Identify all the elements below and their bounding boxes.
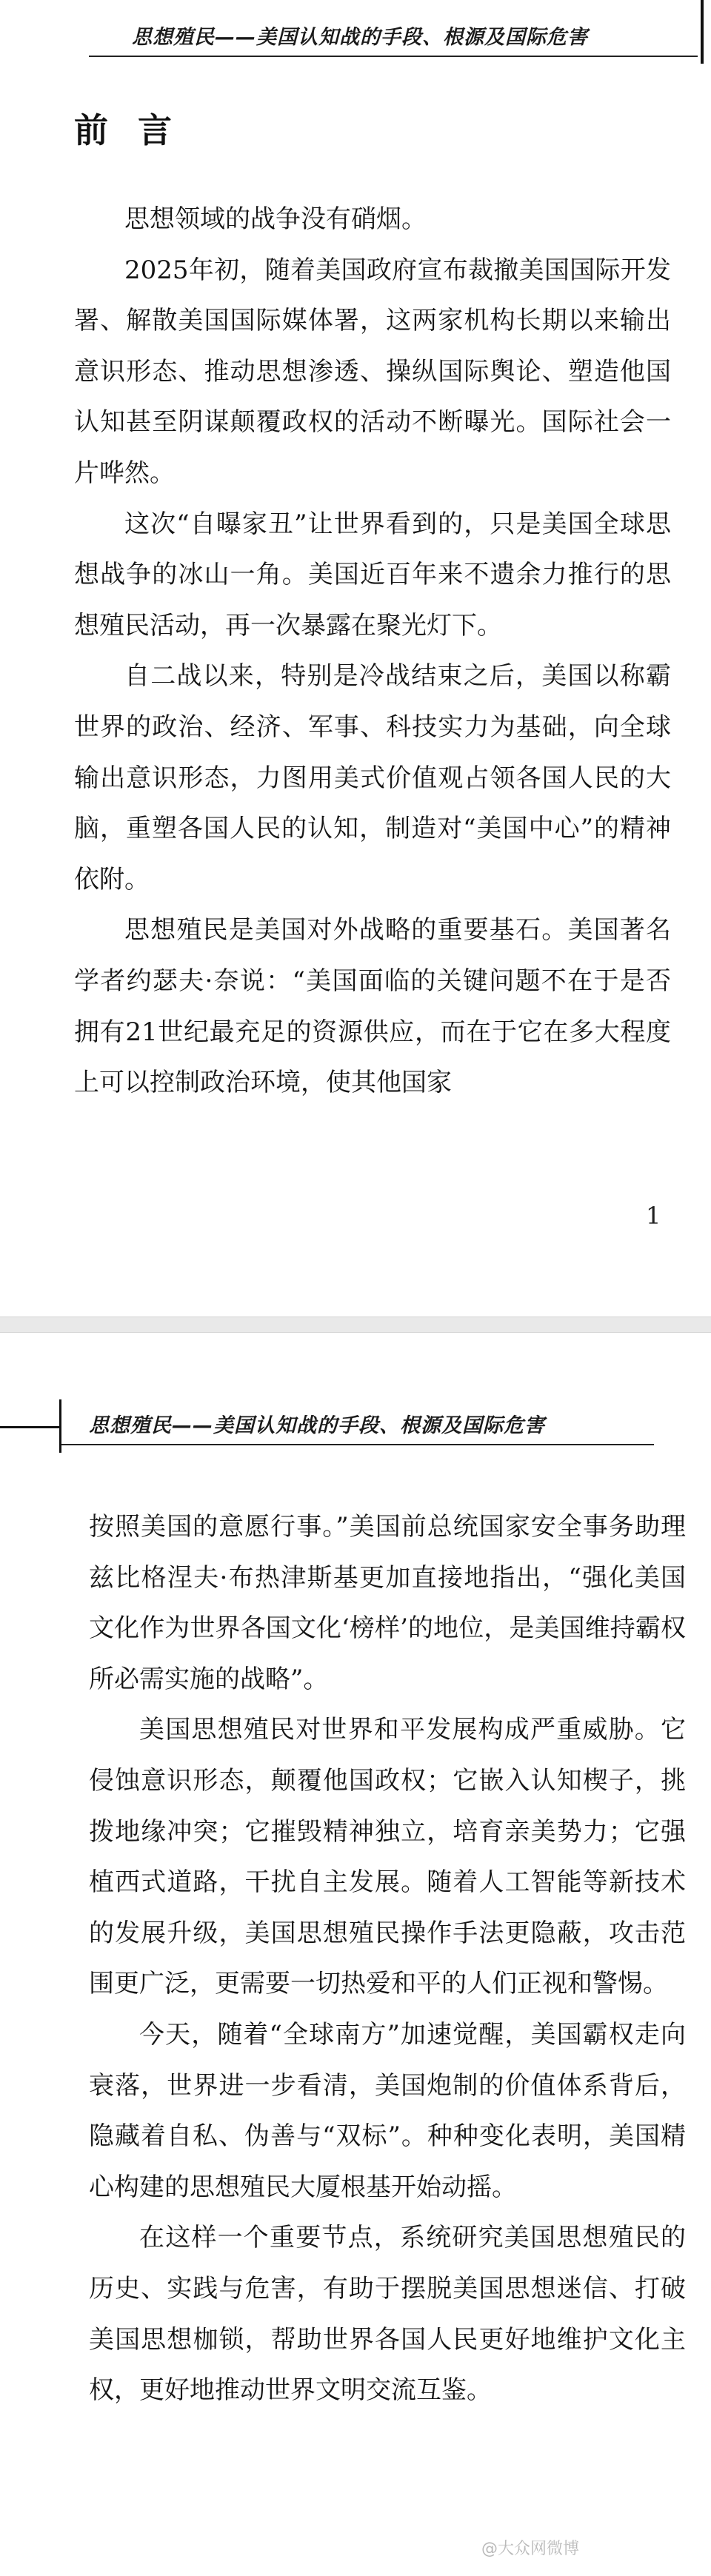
paragraph: 思想殖民是美国对外战略的重要基石。美国著名学者约瑟夫·奈说：“美国面临的关键问题不在于是否拥有21世纪最充足的资源供应，而在于它在多大程度上可以控制政治环境，使其他国家 [74, 915, 671, 1098]
page-number: 1 [646, 1202, 661, 1230]
paragraph: 美国思想殖民对世界和平发展构成严重威胁。它侵蚀意识形态，颠覆他国政权；它嵌入认知楔子，挑拨地缘冲突；它摧毁精神独立，培育亲美势力；它强植西式道路，干扰自主发展。随着人工智能等新技术的发展升级，美国思想殖民操作手法更隐蔽，攻击范围更广泛，更需要一切热爱和平的人们正视和警惕。 [89, 1715, 686, 1999]
header-rule [61, 1444, 654, 1445]
page-separator [0, 1317, 711, 1333]
header-edge-mark [701, 0, 704, 64]
chapter-title: 前言 [74, 110, 201, 150]
watermark: @大众网微博 [481, 2540, 580, 2558]
paragraph: 按照美国的意愿行事。”美国前总统国家安全事务助理兹比格涅夫·布热津斯基更加直接地指出，“强化美国文化作为世界各国文化‘榜样’的地位，是美国维持霸权所必需实施的战略”。 [89, 1512, 686, 1694]
paragraph: 思想领域的战争没有硝烟。 [124, 204, 427, 234]
book-page-2 [0, 1333, 711, 2576]
body-text [74, 194, 671, 1108]
running-head: 思想殖民——美国认知战的手段、根源及国际危害 [89, 1414, 545, 1437]
header-edge-mark [0, 1426, 59, 1428]
paragraph: 自二战以来，特别是冷战结束之后，美国以称霸世界的政治、经济、军事、科技实力为基础，向全球输出意识形态，力图用美式价值观占领各国人民的大脑，重塑各国人民的认知，制造对“美国中心”的精神依附。 [74, 661, 671, 894]
paragraph: 2025年初，随着美国政府宣布裁撤美国国际开发署、解散美国国际媒体署，这两家机构长期以来输出意识形态、推动思想渗透、操纵国际舆论、塑造他国认知甚至阴谋颠覆政权的活动不断曝光。国际社会一片哗然。 [74, 255, 671, 488]
running-head: 思想殖民——美国认知战的手段、根源及国际危害 [132, 26, 588, 49]
paragraph: 这次“自曝家丑”让世界看到的，只是美国全球思想战争的冰山一角。美国近百年来不遗余力推行的思想殖民活动，再一次暴露在聚光灯下。 [74, 509, 671, 640]
body-text [89, 1502, 686, 2416]
paragraph: 在这样一个重要节点，系统研究美国思想殖民的历史、实践与危害，有助于摆脱美国思想迷信、打破美国思想枷锁，帮助世界各国人民更好地维护文化主权，更好地推动世界文明交流互鉴。 [89, 2223, 686, 2406]
paragraph: 今天，随着“全球南方”加速觉醒，美国霸权走向衰落，世界进一步看清，美国炮制的价值体系背后，隐藏着自私、伪善与“双标”。种种变化表明，美国精心构建的思想殖民大厦根基开始动摇。 [89, 2019, 686, 2202]
header-rule [89, 56, 698, 57]
